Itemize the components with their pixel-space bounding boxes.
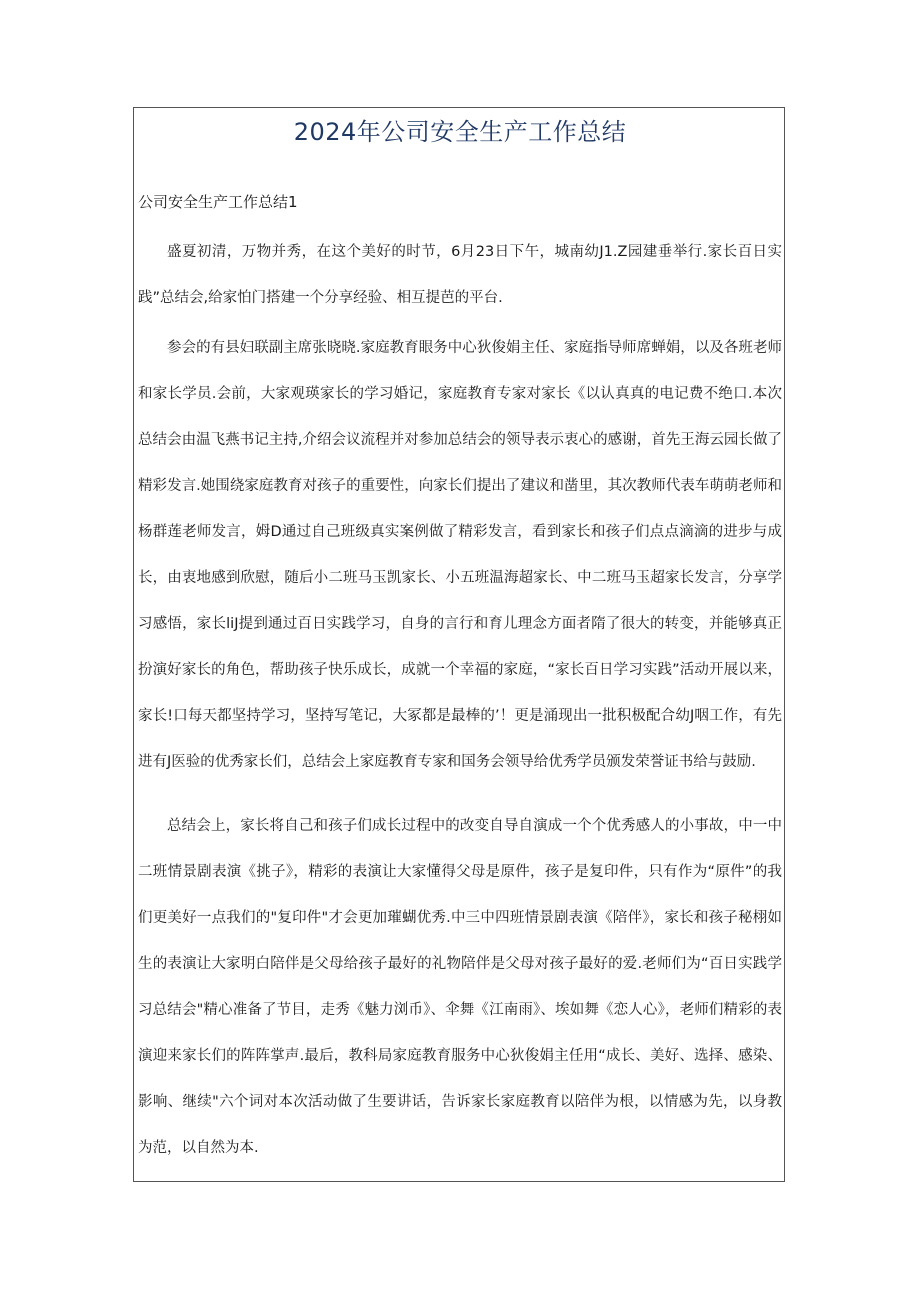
section-heading: 公司安全生产工作总结1 <box>138 193 298 211</box>
paragraph-performances: 总结会上，家长将自己和孩子们成长过程中的改变自导自演成一个个优秀感人的小事故，中一中二班情景剧表演《挑子》，精彩的表演让大家懂得父母是原件，孩子是复印件，只有作为“原件”的我们更美好一点我们的"复印件"才会更加璀蝴优秀.中三中四班情景剧表演《陪伴》，家长和孩子秘栩如生的表演让大家明白陪伴是父母给孩子最好的礼物陪伴是父母对孩子最好的爱.老师们为“百日实践学习总结会"精心准备了节目，走秀《魅力浏币》、伞舞《江南雨》、埃如舞《恋人心》，老师们精彩的表演迎来家长们的阵阵掌声.最后，教科局家庭教育服务中心狄俊娟主任用“成长、美好、选择、感染、影响、继续"六个词对本次活动做了生要讲话，告诉家长家庭教育以陪伴为根，以情感为先，以身教为范，以自然为本. <box>138 818 782 1156</box>
paragraph-attendees: 参会的有县妇联副主席张晓晓.家庭教育眼务中心狄俊娟主任、家庭指导师席蝉娟，以及各班老师和家长学员.会前，大家观瑛家长的学习婚记，家庭教育专家对家长《以认真真的电记费不绝口.本次总结会由温飞燕书记主持,介绍会议流程并对参加总结会的领导表示衷心的感谢，首先王海云园长做了精彩发言.她围绕家庭教育对孩子的重要性，向家长们提出了建议和凿里，其次教师代表车萌萌老师和杨群莲老师发言，姆D通过自己班级真实案例做了精彩发言，看到家长和孩子们点点滴滴的进步与成长，由衷地感到欣慰，随后小二班马玉凯家长、小五班温海超家长、中二班马玉超家长发言，分享学习感悟，家长liJ提到通过百日实践学习，自身的言行和育儿理念方面者隋了很大的转变，并能够真正扮演好家长的角色，帮助孩子快乐成长，成就一个幸福的家庭，“家长百日学习实践”活动开展以来，家长!口每天都坚持学习，坚持写笔记，大冢都是最棒的’！更是涌现出一批积极配合幼J咽工作，有先进有J医验的优秀家长们，总结会上家庭教育专家和国务会领导给优秀学员颁发荣誉证书给与鼓励. <box>138 340 782 770</box>
document-title: 2024年公司安全生产工作总结 <box>293 118 627 146</box>
paragraph-opening: 盛夏初清，万物并秀，在这个美好的时节，6月23日下午，城南幼J1.Z园建垂举行.家长百日实践”总结会,给家怕门搭建一个分享经验、相互提芭的平台. <box>138 244 782 306</box>
